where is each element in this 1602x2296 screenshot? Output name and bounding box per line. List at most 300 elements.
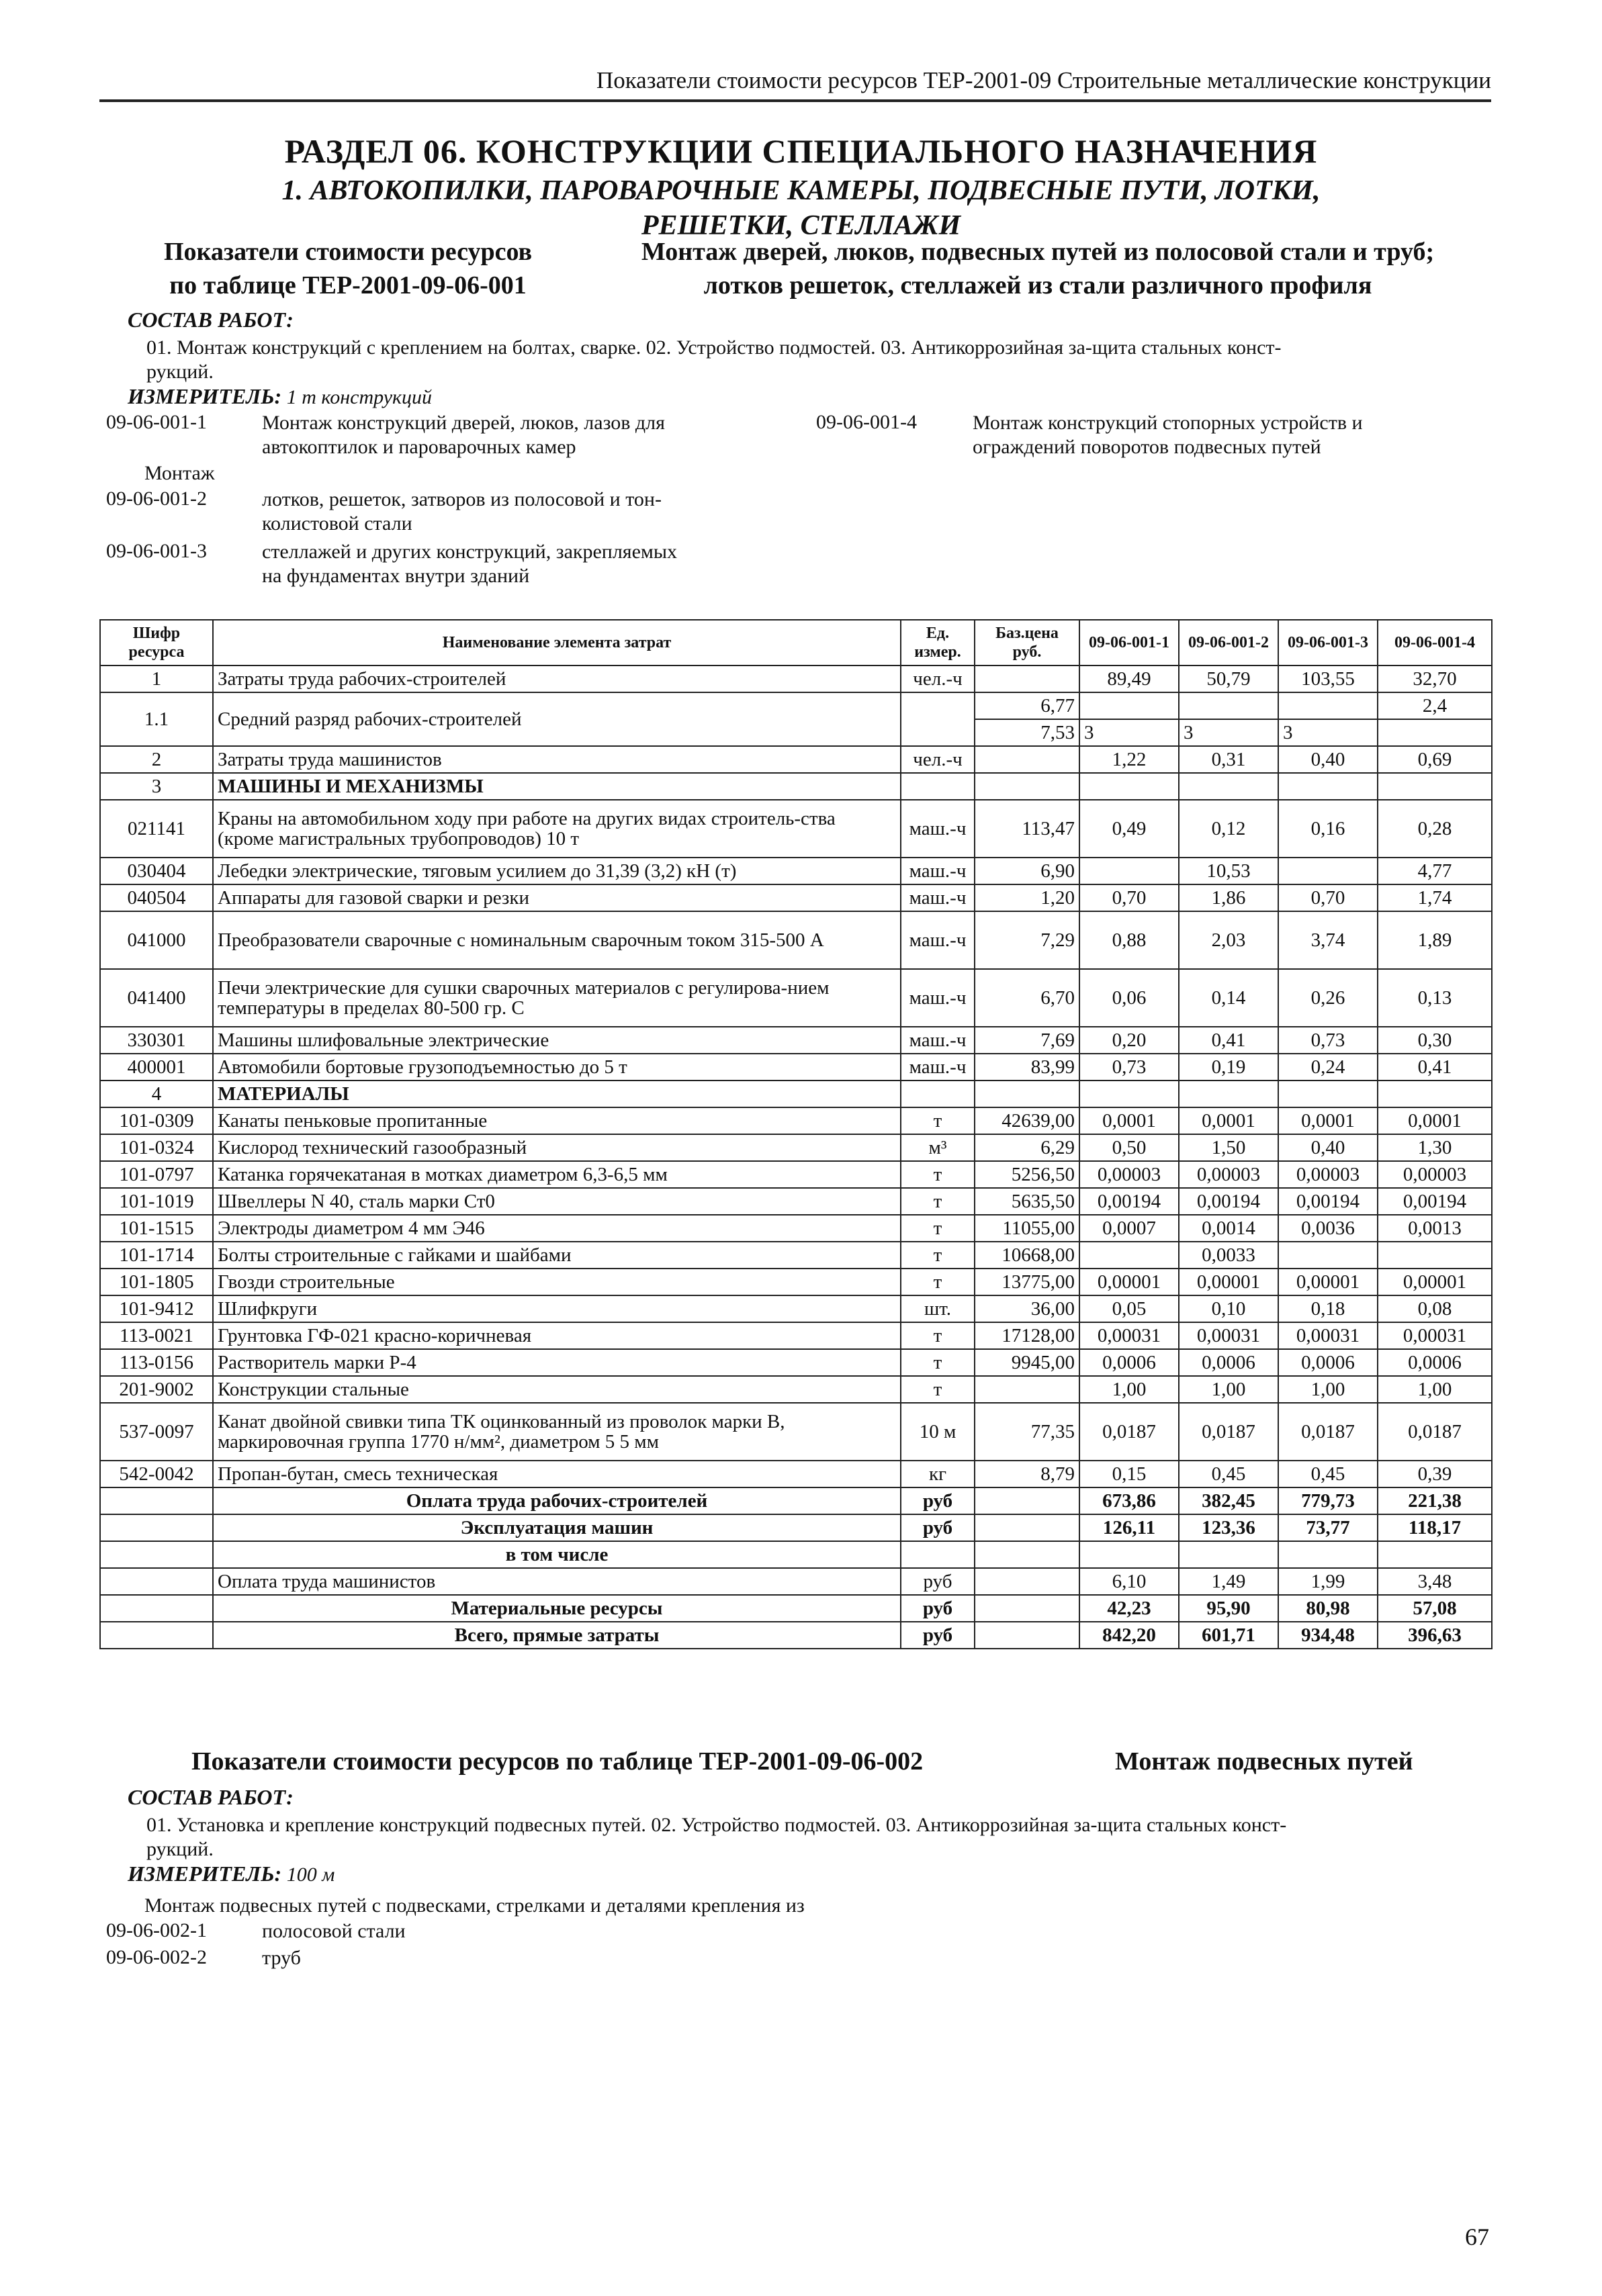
cell-price: 6,70 xyxy=(975,969,1079,1027)
cell-name: Грунтовка ГФ-021 красно-коричневая xyxy=(213,1322,901,1349)
cell-unit: руб xyxy=(901,1514,975,1541)
table-ref-1 xyxy=(146,235,549,302)
cell-value: 0,24 xyxy=(1278,1054,1378,1081)
cell-value: 0,13 xyxy=(1378,969,1492,1027)
cell-price: 42639,00 xyxy=(975,1107,1079,1134)
cell-unit: т xyxy=(901,1215,975,1242)
block-1-title-line2: лотков решеток, стеллажей из стали различного профиля xyxy=(703,271,1372,300)
cell-code: 101-0324 xyxy=(100,1134,213,1161)
cell-value: 1,22 xyxy=(1079,746,1179,773)
cell-name: Электроды диаметром 4 мм Э46 xyxy=(213,1215,901,1242)
cell-price: 8,79 xyxy=(975,1461,1079,1487)
cell-name: Конструкции стальные xyxy=(213,1376,901,1403)
cell-price xyxy=(975,665,1079,692)
cell-value: 1,99 xyxy=(1278,1568,1378,1595)
table-row xyxy=(100,969,1492,1027)
table-row xyxy=(100,1376,1492,1403)
table-row xyxy=(100,665,1492,692)
cell-value: 382,45 xyxy=(1179,1487,1278,1514)
cell-price: 36,00 xyxy=(975,1295,1079,1322)
cell-unit: маш.-ч xyxy=(901,1054,975,1081)
cell-value: 0,0001 xyxy=(1079,1107,1179,1134)
cell-value: 0,26 xyxy=(1278,969,1378,1027)
cell-code: 201-9002 xyxy=(100,1376,213,1403)
cell-value xyxy=(1378,1541,1492,1568)
cell-value: 57,08 xyxy=(1378,1595,1492,1622)
cell-unit: т xyxy=(901,1188,975,1215)
cell-name: Швеллеры N 40, сталь марки Ст0 xyxy=(213,1188,901,1215)
table-row xyxy=(100,1349,1492,1376)
cell-value: 0,14 xyxy=(1179,969,1278,1027)
table-row xyxy=(100,800,1492,858)
cell-code xyxy=(100,1568,213,1595)
cell-value: 1,00 xyxy=(1278,1376,1378,1403)
table-row xyxy=(100,1487,1492,1514)
cell-code: 537-0097 xyxy=(100,1403,213,1461)
table-row xyxy=(100,692,1492,719)
cell-code: 113-0021 xyxy=(100,1322,213,1349)
cell-value: 0,31 xyxy=(1179,746,1278,773)
item-code: 09-06-001-4 xyxy=(816,411,917,433)
meter-value-1: 1 т конструкций xyxy=(286,386,433,408)
cell-value: 95,90 xyxy=(1179,1595,1278,1622)
cell-name: Эксплуатация машин xyxy=(213,1514,901,1541)
cell-code xyxy=(100,1514,213,1541)
cell-code xyxy=(100,1541,213,1568)
table-row xyxy=(100,1161,1492,1188)
works-text-1-line2: рукций. xyxy=(146,361,214,383)
cell-value: 1,00 xyxy=(1079,1376,1179,1403)
cell-name: Канаты пеньковые пропитанные xyxy=(213,1107,901,1134)
cell-value xyxy=(1179,1081,1278,1107)
cell-value: 0,00001 xyxy=(1278,1269,1378,1295)
item-text xyxy=(262,488,746,536)
subsection-title-line2: РЕШЕТКИ, СТЕЛЛАЖИ xyxy=(641,210,961,241)
meter-value-2: 100 м xyxy=(286,1864,335,1886)
cell-value: 123,36 xyxy=(1179,1514,1278,1541)
cell-code: 030404 xyxy=(100,858,213,884)
cell-value: 73,77 xyxy=(1278,1514,1378,1541)
cell-value: 0,00003 xyxy=(1378,1161,1492,1188)
cell-unit xyxy=(901,692,975,746)
cell-value: 0,15 xyxy=(1079,1461,1179,1487)
cell-price xyxy=(975,1541,1079,1568)
cell-value xyxy=(1179,1541,1278,1568)
cell-price: 5256,50 xyxy=(975,1161,1079,1188)
cell-value xyxy=(1378,719,1492,746)
table-row xyxy=(100,1134,1492,1161)
table-row xyxy=(100,858,1492,884)
cell-value: 0,05 xyxy=(1079,1295,1179,1322)
cell-value: 1,00 xyxy=(1179,1376,1278,1403)
cell-value: 0,12 xyxy=(1179,800,1278,858)
cell-value: 4,77 xyxy=(1378,858,1492,884)
subsection-title xyxy=(0,173,1602,243)
cell-value: 0,40 xyxy=(1278,746,1378,773)
cell-value: 0,0187 xyxy=(1179,1403,1278,1461)
header-unit: Ед. измер. xyxy=(901,620,975,665)
cell-code: 101-1714 xyxy=(100,1242,213,1269)
cell-value xyxy=(1179,773,1278,800)
item-code: 09-06-001-3 xyxy=(106,540,207,562)
cell-name: Материальные ресурсы xyxy=(213,1595,901,1622)
cell-value: 0,18 xyxy=(1278,1295,1378,1322)
table-section-row xyxy=(100,1081,1492,1107)
block-1-title xyxy=(584,235,1491,302)
cell-value xyxy=(1378,1081,1492,1107)
cell-price: 113,47 xyxy=(975,800,1079,858)
cell-unit: м³ xyxy=(901,1134,975,1161)
cell-value xyxy=(1079,1081,1179,1107)
table-row xyxy=(100,1568,1492,1595)
meter-2 xyxy=(128,1862,335,1886)
subsection-title-line1: 1. АВТОКОПИЛКИ, ПАРОВАРОЧНЫЕ КАМЕРЫ, ПОДВЕСНЫЕ ПУТИ, ЛОТКИ, xyxy=(281,175,1321,206)
page-number: 67 xyxy=(1465,2223,1489,2250)
cell-value: 0,00001 xyxy=(1378,1269,1492,1295)
cell-value: 0,0187 xyxy=(1278,1403,1378,1461)
cell-value: 0,0187 xyxy=(1079,1403,1179,1461)
cell-value: 118,17 xyxy=(1378,1514,1492,1541)
cell-unit: т xyxy=(901,1161,975,1188)
cell-value: 221,38 xyxy=(1378,1487,1492,1514)
cell-value: 50,79 xyxy=(1179,665,1278,692)
header-col-2: 09-06-001-2 xyxy=(1179,620,1278,665)
cell-value: 0,20 xyxy=(1079,1027,1179,1054)
cell-value: 0,0013 xyxy=(1378,1215,1492,1242)
table-row xyxy=(100,1461,1492,1487)
meter-label-2: ИЗМЕРИТЕЛЬ: xyxy=(128,1862,282,1886)
item-text-line1: лотков, решеток, затворов из полосовой и тон- xyxy=(262,488,662,510)
cell-value: 1,74 xyxy=(1378,884,1492,911)
table-row xyxy=(100,1242,1492,1269)
cell-value: 0,69 xyxy=(1378,746,1492,773)
cell-value: 0,00003 xyxy=(1179,1161,1278,1188)
cell-unit: чел.-ч xyxy=(901,665,975,692)
table-row xyxy=(100,1595,1492,1622)
cell-value: 0,10 xyxy=(1179,1295,1278,1322)
item-text-line2: автокоптилок и пароварочных камер xyxy=(262,436,576,458)
header-col-3: 09-06-001-3 xyxy=(1278,620,1378,665)
cell-value: 0,00001 xyxy=(1079,1269,1179,1295)
block-2-intro: Монтаж подвесных путей с подвесками, стрелками и деталями крепления из xyxy=(144,1894,805,1917)
cell-price xyxy=(975,1568,1079,1595)
cell-price xyxy=(975,1595,1079,1622)
cell-price xyxy=(975,746,1079,773)
cell-value xyxy=(1179,692,1278,719)
item-code: 09-06-001-2 xyxy=(106,488,207,510)
cell-value: 0,39 xyxy=(1378,1461,1492,1487)
cell-name: Кислород технический газообразный xyxy=(213,1134,901,1161)
cell-value: 32,70 xyxy=(1378,665,1492,692)
cell-value xyxy=(1079,692,1179,719)
table-row xyxy=(100,1541,1492,1568)
cell-value: 0,49 xyxy=(1079,800,1179,858)
cell-value: 0,0033 xyxy=(1179,1242,1278,1269)
cell-unit: маш.-ч xyxy=(901,911,975,969)
cell-value xyxy=(1278,773,1378,800)
cell-value: 0,40 xyxy=(1278,1134,1378,1161)
cell-name: Печи электрические для сушки сварочных материалов с регулирова-нием температуры в пределах 80-500 гр. С xyxy=(213,969,901,1027)
cell-name: Всего, прямые затраты xyxy=(213,1622,901,1649)
cell-value: 934,48 xyxy=(1278,1622,1378,1649)
cell-code xyxy=(100,1622,213,1649)
cell-price: 6,77 xyxy=(975,692,1079,719)
cell-value: 0,45 xyxy=(1179,1461,1278,1487)
cell-value: 1,30 xyxy=(1378,1134,1492,1161)
cell-value: 0,28 xyxy=(1378,800,1492,858)
section-title: РАЗДЕЛ 06. КОНСТРУКЦИИ СПЕЦИАЛЬНОГО НАЗНАЧЕНИЯ xyxy=(284,132,1318,170)
block-2-title: Монтаж подвесных путей xyxy=(1115,1747,1413,1776)
header-price: Баз.цена руб. xyxy=(975,620,1079,665)
cell-value: 0,19 xyxy=(1179,1054,1278,1081)
cell-unit: 10 м xyxy=(901,1403,975,1461)
cell-value: 1,49 xyxy=(1179,1568,1278,1595)
cell-unit xyxy=(901,1541,975,1568)
cell-code: 113-0156 xyxy=(100,1349,213,1376)
cell-unit: т xyxy=(901,1269,975,1295)
item-text-line2: на фундаментах внутри зданий xyxy=(262,565,530,587)
cell-code: 542-0042 xyxy=(100,1461,213,1487)
works-text-2-line1: 01. Установка и крепление конструкций подвесных путей. 02. Устройство подмостей. 03. Антикоррозийная за-щита стальных конст- xyxy=(146,1814,1287,1836)
cell-value: 1,89 xyxy=(1378,911,1492,969)
cell-unit: руб xyxy=(901,1622,975,1649)
cell-value: 2,4 xyxy=(1378,692,1492,719)
cell-value: 1,00 xyxy=(1378,1376,1492,1403)
cell-value: 0,0006 xyxy=(1378,1349,1492,1376)
cell-value: 0,0006 xyxy=(1179,1349,1278,1376)
cell-code: 3 xyxy=(100,773,213,800)
works-text-1 xyxy=(146,336,1483,384)
cell-value: 0,00031 xyxy=(1378,1322,1492,1349)
cell-unit: т xyxy=(901,1322,975,1349)
cell-price: 10668,00 xyxy=(975,1242,1079,1269)
running-header: Показатели стоимости ресурсов ТЕР-2001-09 Строительные металлические конструкции xyxy=(596,67,1491,93)
cell-value xyxy=(1378,773,1492,800)
cell-name: Лебедки электрические, тяговым усилием до 31,39 (3,2) кН (т) xyxy=(213,858,901,884)
cell-code: 041400 xyxy=(100,969,213,1027)
cell-name: Пропан-бутан, смесь техническая xyxy=(213,1461,901,1487)
cell-price: 17128,00 xyxy=(975,1322,1079,1349)
cell-value xyxy=(1079,1242,1179,1269)
cell-value: 0,0006 xyxy=(1079,1349,1179,1376)
table-row xyxy=(100,1107,1492,1134)
table-row xyxy=(100,1322,1492,1349)
table-row xyxy=(100,1622,1492,1649)
table-row xyxy=(100,1295,1492,1322)
cell-value xyxy=(1278,1242,1378,1269)
cell-name: Гвозди строительные xyxy=(213,1269,901,1295)
cell-code: 040504 xyxy=(100,884,213,911)
works-label-2: СОСТАВ РАБОТ: xyxy=(128,1785,294,1809)
cell-value: 3 xyxy=(1179,719,1278,746)
cell-value: 0,50 xyxy=(1079,1134,1179,1161)
table-header-row xyxy=(100,620,1492,665)
cell-code: 330301 xyxy=(100,1027,213,1054)
cell-value xyxy=(1278,1081,1378,1107)
cell-unit: руб xyxy=(901,1568,975,1595)
cell-code: 4 xyxy=(100,1081,213,1107)
cell-unit: т xyxy=(901,1376,975,1403)
cell-code: 041000 xyxy=(100,911,213,969)
cell-name: Затраты труда машинистов xyxy=(213,746,901,773)
cell-name: Болты строительные с гайками и шайбами xyxy=(213,1242,901,1269)
cell-name: МАШИНЫ И МЕХАНИЗМЫ xyxy=(213,773,901,800)
cell-value: 0,00194 xyxy=(1179,1188,1278,1215)
cell-price: 7,29 xyxy=(975,911,1079,969)
cell-code: 021141 xyxy=(100,800,213,858)
cell-code xyxy=(100,1595,213,1622)
cell-code: 101-9412 xyxy=(100,1295,213,1322)
cell-value xyxy=(1079,858,1179,884)
cell-code xyxy=(100,1487,213,1514)
header-col-1: 09-06-001-1 xyxy=(1079,620,1179,665)
cell-value xyxy=(1378,1242,1492,1269)
item-text: полосовой стали xyxy=(262,1920,406,1942)
cell-unit xyxy=(901,773,975,800)
cell-name: Аппараты для газовой сварки и резки xyxy=(213,884,901,911)
cell-price: 83,99 xyxy=(975,1054,1079,1081)
meter-1 xyxy=(128,384,432,409)
table-row xyxy=(100,746,1492,773)
cell-value: 0,70 xyxy=(1278,884,1378,911)
item-text-line2: ограждений поворотов подвесных путей xyxy=(973,436,1321,458)
cell-value: 0,00001 xyxy=(1179,1269,1278,1295)
table-row xyxy=(100,1027,1492,1054)
cell-name: Катанка горячекатаная в мотках диаметром 6,3-6,5 мм xyxy=(213,1161,901,1188)
cell-value: 0,73 xyxy=(1278,1027,1378,1054)
item-text-line1: Монтаж конструкций стопорных устройств и xyxy=(973,412,1363,434)
table-ref-2: Показатели стоимости ресурсов по таблице ТЕР-2001-09-06-002 xyxy=(191,1747,924,1776)
cell-value xyxy=(1079,1541,1179,1568)
cell-code: 2 xyxy=(100,746,213,773)
resource-table xyxy=(99,619,1493,1649)
cell-price: 11055,00 xyxy=(975,1215,1079,1242)
cell-value: 0,0001 xyxy=(1278,1107,1378,1134)
cell-price xyxy=(975,1376,1079,1403)
cell-value: 0,00194 xyxy=(1278,1188,1378,1215)
cell-code: 101-1805 xyxy=(100,1269,213,1295)
block-1-title-line1: Монтаж дверей, люков, подвесных путей из полосовой стали и труб; xyxy=(641,238,1435,266)
table-row xyxy=(100,911,1492,969)
cell-unit: маш.-ч xyxy=(901,858,975,884)
cell-value: 0,08 xyxy=(1378,1295,1492,1322)
item-text xyxy=(973,411,1456,459)
cell-value: 0,00003 xyxy=(1278,1161,1378,1188)
cell-value: 3,48 xyxy=(1378,1568,1492,1595)
item-text-line1: Монтаж конструкций дверей, люков, лазов для xyxy=(262,412,665,434)
item-group-label: Монтаж xyxy=(144,462,215,484)
cell-name: Канат двойной свивки типа ТК оцинкованный из проволок марки В, маркировочная группа 1770 н/мм², диаметром 5 5 мм xyxy=(213,1403,901,1461)
item-code: 09-06-001-1 xyxy=(106,411,207,433)
cell-price xyxy=(975,1514,1079,1541)
table-row xyxy=(100,1403,1492,1461)
cell-value: 0,88 xyxy=(1079,911,1179,969)
cell-price xyxy=(975,1081,1079,1107)
cell-name: Оплата труда рабочих-строителей xyxy=(213,1487,901,1514)
item-text-line1: стеллажей и других конструкций, закрепляемых xyxy=(262,541,678,563)
cell-value: 0,0001 xyxy=(1179,1107,1278,1134)
cell-code: 1.1 xyxy=(100,692,213,746)
cell-unit: т xyxy=(901,1349,975,1376)
cell-unit: т xyxy=(901,1107,975,1134)
cell-value: 126,11 xyxy=(1079,1514,1179,1541)
item-code: 09-06-002-1 xyxy=(106,1919,207,1941)
cell-price: 7,69 xyxy=(975,1027,1079,1054)
item-code: 09-06-002-2 xyxy=(106,1946,207,1968)
table-row xyxy=(100,884,1492,911)
cell-value: 0,45 xyxy=(1278,1461,1378,1487)
cell-price: 1,20 xyxy=(975,884,1079,911)
cell-name: Растворитель марки Р-4 xyxy=(213,1349,901,1376)
cell-value: 3 xyxy=(1278,719,1378,746)
cell-value xyxy=(1278,692,1378,719)
cell-code: 101-1515 xyxy=(100,1215,213,1242)
table-row xyxy=(100,1514,1492,1541)
cell-value: 0,16 xyxy=(1278,800,1378,858)
table-row xyxy=(100,1269,1492,1295)
cell-price xyxy=(975,1622,1079,1649)
cell-value: 0,00031 xyxy=(1179,1322,1278,1349)
cell-name: Краны на автомобильном ходу при работе на других видах строитель-ства (кроме магистральных трубопроводов) 10 т xyxy=(213,800,901,858)
cell-price: 6,29 xyxy=(975,1134,1079,1161)
cell-name: в том числе xyxy=(213,1541,901,1568)
cell-unit: т xyxy=(901,1242,975,1269)
cell-unit: чел.-ч xyxy=(901,746,975,773)
cell-unit: руб xyxy=(901,1487,975,1514)
cell-value: 779,73 xyxy=(1278,1487,1378,1514)
cell-value: 3,74 xyxy=(1278,911,1378,969)
cell-name: Автомобили бортовые грузоподъемностью до 5 т xyxy=(213,1054,901,1081)
table-ref-1-line1: Показатели стоимости ресурсов xyxy=(163,238,533,266)
cell-name: Машины шлифовальные электрические xyxy=(213,1027,901,1054)
item-text xyxy=(262,540,746,588)
cell-value: 1,86 xyxy=(1179,884,1278,911)
cell-price xyxy=(975,773,1079,800)
cell-value: 89,49 xyxy=(1079,665,1179,692)
header-rule xyxy=(99,99,1491,102)
cell-unit xyxy=(901,1081,975,1107)
table-ref-1-line2: по таблице ТЕР-2001-09-06-001 xyxy=(169,271,527,300)
cell-name: Средний разряд рабочих-строителей xyxy=(213,692,901,746)
cell-value xyxy=(1278,858,1378,884)
cell-code: 400001 xyxy=(100,1054,213,1081)
cell-price: 5635,50 xyxy=(975,1188,1079,1215)
table-section-row xyxy=(100,773,1492,800)
cell-name: Преобразователи сварочные с номинальным сварочным током 315-500 А xyxy=(213,911,901,969)
cell-value: 3 xyxy=(1079,719,1179,746)
cell-price: 13775,00 xyxy=(975,1269,1079,1295)
works-text-2-line2: рукций. xyxy=(146,1838,214,1860)
cell-value: 0,0007 xyxy=(1079,1215,1179,1242)
cell-code: 1 xyxy=(100,665,213,692)
cell-value: 842,20 xyxy=(1079,1622,1179,1649)
cell-unit: маш.-ч xyxy=(901,969,975,1027)
table-row xyxy=(100,1188,1492,1215)
cell-value: 0,00194 xyxy=(1079,1188,1179,1215)
cell-value: 42,23 xyxy=(1079,1595,1179,1622)
cell-value: 0,30 xyxy=(1378,1027,1492,1054)
table-row xyxy=(100,1054,1492,1081)
cell-value: 673,86 xyxy=(1079,1487,1179,1514)
cell-value: 0,73 xyxy=(1079,1054,1179,1081)
cell-unit: маш.-ч xyxy=(901,884,975,911)
cell-name: Оплата труда машинистов xyxy=(213,1568,901,1595)
cell-name: Шлифкруги xyxy=(213,1295,901,1322)
cell-name: Затраты труда рабочих-строителей xyxy=(213,665,901,692)
cell-value: 0,0187 xyxy=(1378,1403,1492,1461)
cell-value: 0,0001 xyxy=(1378,1107,1492,1134)
cell-price: 9945,00 xyxy=(975,1349,1079,1376)
